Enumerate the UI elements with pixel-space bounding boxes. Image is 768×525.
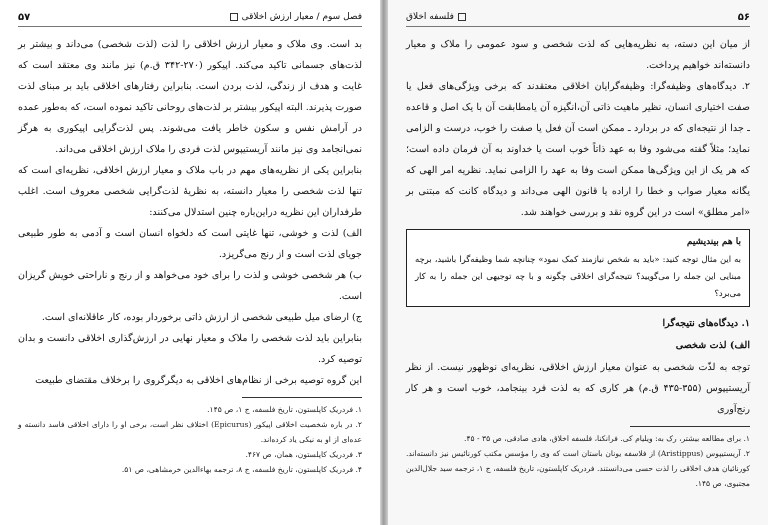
footnote-divider	[630, 426, 750, 427]
footnote: ۲. در باره شخصیت اخلاقی اپیکور (Epicurus) اختلاف نظر است، برخی او را دارای اخلاقی فاسد دانسته و عده‌ای از او به نیکی یاد کرده‌اند.	[18, 420, 363, 444]
think-together-box	[406, 229, 750, 307]
right-page-body	[406, 34, 750, 491]
book-gutter	[380, 0, 388, 525]
section-heading: ۱. دیدگاه‌های نتیجه‌گرا	[662, 318, 750, 329]
left-page	[0, 0, 380, 525]
paragraph: این گروه توصیه برخی از نظام‌های اخلاقی به دیگرگروی را برخلاف مقتضای طبیعت	[35, 375, 362, 386]
paragraph: توجه به لذّت شخصی به عنوان معیار ارزش اخلاقی، نظریه‌ای نوظهور نیست. از نظر آریستیپوس (۳۵۵-۴۳۵ ق.م) هر کاری که به لذت فرد بینجامد، خوب است و هر کار رنج‌آوری	[406, 362, 750, 415]
footnote: ۲. آریستیپوس (Aristippus) از فلاسفه یونان باستان است که وی را مؤسس مکتب کورنائیس نیز دانسته‌اند. کورنائیان هدف اخلاقی را لذت حسی می‌دانستند. فردریک کاپلستون، تاریخ فلسفه، ج ۱، ترجمه سید جلال‌الدین مجتبوی، ص ۱۴۵.	[406, 449, 751, 488]
subsection-heading: الف) لذت شخصی	[675, 340, 750, 351]
paragraph: بنابراین باید لذت شخصی را ملاک و معیار نهایی در ارزش‌گذاری اخلاقی دانست و بدان توصیه کرد.	[18, 333, 362, 365]
left-page-number: ۵۷	[18, 11, 31, 23]
paragraph: بنابراین یکی از نظریه‌های مهم در باب ملاک و معیار ارزش اخلاقی، نظریه‌ای است که تنها لذت شخصی را معیار دانسته، به نظریهٔ لذت‌گرایی شخصی معروف است. اغلب طرفداران این نظریه دراین‌باره چنین استدلال می‌کنند:	[18, 165, 362, 218]
right-page	[388, 0, 768, 525]
right-page-header	[406, 8, 750, 27]
square-ornament-icon	[458, 13, 466, 21]
square-ornament-icon	[230, 13, 238, 21]
right-page-number: ۵۶	[737, 11, 750, 23]
think-together-title: با هم بیندیشیم	[686, 237, 741, 247]
footnote: ۳. فردریک کاپلستون، همان، ص ۴۶۷.	[245, 450, 362, 459]
paragraph: ب) هر شخصی خوشی و لذت را برای خود می‌خواهد و از رنج و ناراحتی خویش گریزان است.	[18, 270, 362, 302]
paragraph: بد است. وی ملاک و معیار ارزش اخلاقی را لذت (لذت شخصی) می‌داند و بیشتر بر لذت‌های جسمانی تاکید می‌کند. اپیکور (۲۷۰-۳۴۲ ق.م) نیز مانند وی معتقد است که غایت و هدف از زندگی، لذت بردن است. بنابراین رفتارهای اخلاقی باید بر مبنای لذت صورت پذیرند. البته اپیکور بیشتر بر لذت‌های روحانی تاکید نموده است، که به‌طور عمده در آرامش نفس و سکون خاطر یافت می‌شوند. پس لذت‌گرایی اپیکوری به هرگز نمی‌انجامد وی نیز مانند آریستیپوس لذت فردی را ملاک ارزش اخلاقی می‌داند.	[18, 39, 362, 155]
footnote-divider	[242, 397, 362, 398]
left-page-body	[18, 34, 362, 477]
think-together-text: به این مثال توجه کنید: «باید به شخص نیازمند کمک نمود» چنانچه شما وظیفه‌گرا باشید، برچه مبنایی این جمله را می‌گویید؟ نتیجه‌گرای اخلاقی چگونه و با چه توجیهی این جمله را به کار می‌برد؟	[415, 254, 741, 298]
paragraph: از میان این دسته، به نظریه‌هایی که لذت شخصی و سود عمومی را ملاک و معیار دانسته‌اند خواهیم پرداخت.	[406, 39, 750, 71]
paragraph: الف) لذت و خوشی، تنها غایتی است که دلخواه انسان است و آدمی به طور طبیعی جویای لذت است و از رنج می‌گریزد.	[18, 228, 362, 260]
footnote: ۱. فردریک کاپلستون، تاریخ فلسفه، ج ۱، ص ۱۴۵.	[207, 405, 362, 414]
paragraph: ج) ارضای میل طبیعی شخصی از ارزش ذاتی برخوردار بوده، کار عاقلانه‌ای است.	[41, 312, 362, 323]
right-page-book-title: فلسفه اخلاق	[406, 12, 470, 22]
paragraph: ۲. دیدگاه‌های وظیفه‌گرا: وظیفه‌گرایان اخلاقی معتقدند که برخی ویژگی‌های فعل یا صفت اختیاری انسان، نظیر ماهیت ذاتی آن،انگیزه آن یامطابقت آن با یک اصل و قاعده ـ جدا از نتیجه‌ای که در بردارد ـ ممکن است آن فعل یا صفت را خوب، درست و الزامی نماید؛ مثلاً گفته می‌شود وفا به عهد ذاتاً خوب است یا خداوند به آن فرمان داده است؛ که هر یک از این ویژگی‌ها ممکن است وفا به عهد را الزامی نماید. نظریه امر الهی که یگانه معیار صواب و خطا را اراده یا قانون الهی می‌داند و دیدگاه کانت که مبتنی بر «امر مطلق» است در این گروه نقد و بررسی خواهند شد.	[406, 81, 750, 218]
footnote: ۴. فردریک کاپلستون، تاریخ فلسفه، ج ۸، ترجمه بهاءالدین خرمشاهی، ص ۵۱.	[121, 465, 362, 474]
left-page-chapter-title: فصل سوم / معیار ارزش اخلاقی	[226, 12, 362, 22]
footnote: ۱. برای مطالعه بیشتر، رک به: ویلیام کی. فرانکنا، فلسفه اخلاق، هادی صادقی، ص ۳۵ - ۴۵.	[464, 434, 750, 443]
left-page-header	[18, 8, 362, 27]
